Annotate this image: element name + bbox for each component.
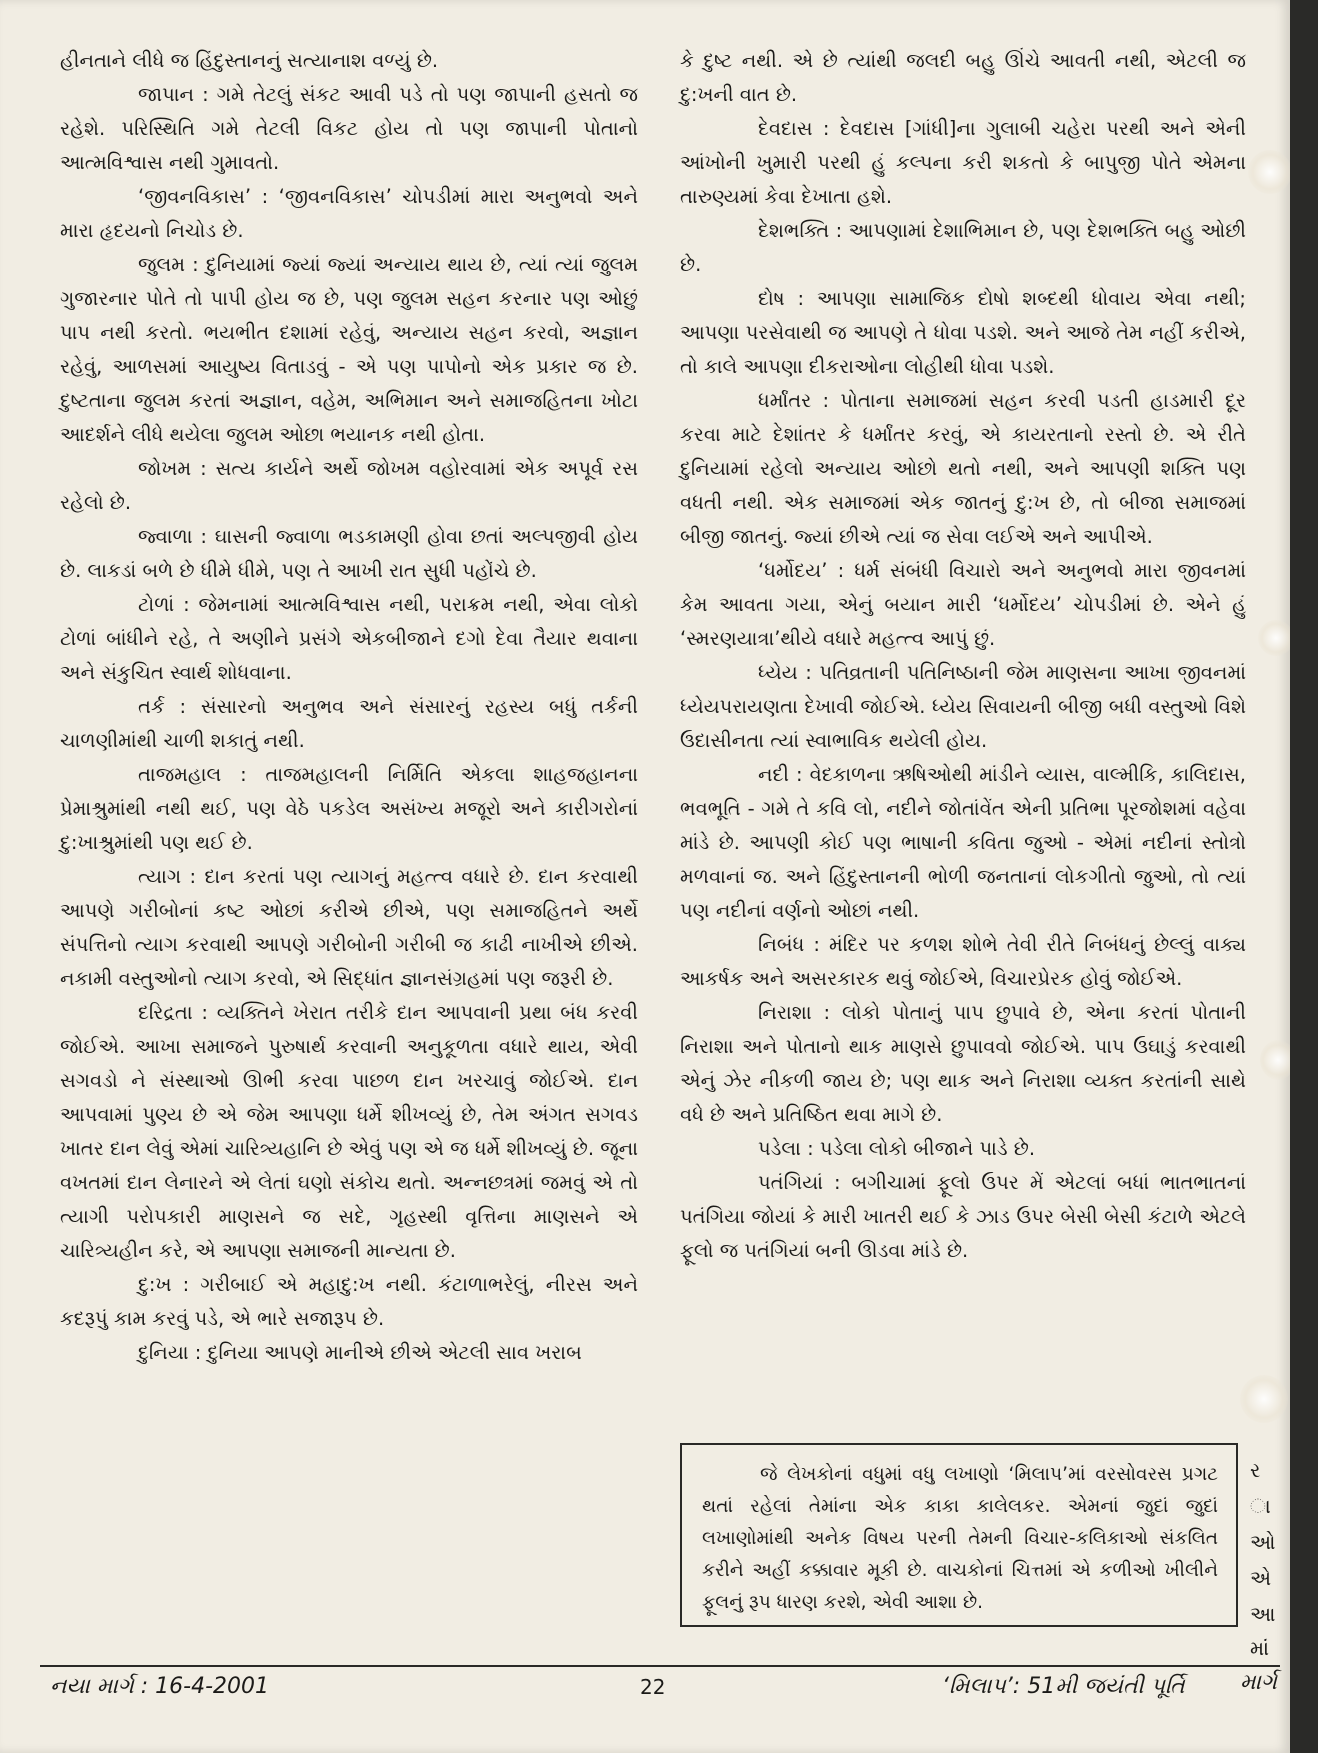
entry-paragraph — [60, 78, 638, 180]
entry-paragraph — [60, 758, 638, 860]
right-column — [680, 44, 1246, 1268]
entry-paragraph — [680, 384, 1246, 554]
entry-text: ગમે તેટલું સંકટ આવી પડે તો પણ જાપાની હસતો જ રહેશે. પરિસ્થિતિ ગમે તેટલી વિકટ હોય તો પણ જાપાની પોતાનો આત્મવિશ્વાસ નથી ગુમાવતો. — [60, 83, 638, 174]
entry-paragraph — [60, 248, 638, 452]
footer-rule — [40, 1665, 1280, 1667]
entry-text: ધર્મ સંબંધી વિચારો અને અનુભવો મારા જીવનમાં કેમ આવતા ગયા, એનું બયાન મારી ‘ધર્મોદય’ ચોપડીમાં છે. એને હું ‘સ્મરણયાત્રા’થીયે વધારે મહત્ત્વ આપું છું. — [680, 559, 1246, 650]
entry-paragraph — [60, 44, 638, 78]
entry-paragraph — [60, 1268, 638, 1336]
entry-paragraph — [60, 520, 638, 588]
entry-text: કે દુષ્ટ નથી. એ છે ત્યાંથી જલદી બહુ ઊંચે આવતી નથી, એટલી જ દુ:ખની વાત છે. — [680, 49, 1246, 106]
entry-text: દુનિયામાં જ્યાં જ્યાં અન્યાય થાય છે, ત્યાં ત્યાં જુલમ ગુજારનાર પોતે તો પાપી હોય જ છે, પણ જુલમ સહન કરનાર પણ ઓછું પાપ નથી કરતો. ભયભીત દશામાં રહેવું, અન્યાય સહન કરવો, અજ્ઞાન રહેવું, આળસમાં આયુષ્ય વિતાડવું - એ પણ પાપોનો એક પ્રકાર જ છે. દુષ્ટતાના જુલમ કરતાં અજ્ઞાન, વહેમ, અભિમાન અને સમાજહિતના ખોટા આદર્શને લીધે થયેલા જુલમ ઓછા ભયાનક નથી હોતા. — [60, 253, 638, 446]
entry-paragraph — [680, 1132, 1246, 1166]
entry-term: દોષ : — [758, 287, 805, 310]
entry-text: પડેલા લોકો બીજાને પાડે છે. — [813, 1137, 1036, 1160]
entry-term: નિરાશા : — [758, 1001, 831, 1024]
entry-text: હીનતાને લીધે જ હિંદુસ્તાનનું સત્યાનાશ વળ્યું છે. — [60, 49, 439, 72]
entry-term: જાપાન : — [138, 83, 209, 106]
entry-term: પતંગિયાં : — [758, 1171, 841, 1194]
entry-text: વેદકાળના ઋષિઓથી માંડીને વ્યાસ, વાલ્મીકિ, કાલિદાસ, ભવભૂતિ - ગમે તે કવિ લો, નદીને જોતાંવેંત એની પ્રતિભા પૂરજોશમાં વહેવા માંડે છે. આપણી કોઈ પણ ભાષાની કવિતા જુઓ - એમાં નદીનાં સ્તોત્રો મળવાનાં જ. અને હિંદુસ્તાનની ભોળી જનતાનાં લોકગીતો જુઓ, તો ત્યાં પણ નદીનાં વર્ણનો ઓછાં નથી. — [680, 763, 1246, 922]
entry-text: વ્યક્તિને ખેરાત તરીકે દાન આપવાની પ્રથા બંધ કરવી જોઈએ. આખા સમાજને પુરુષાર્થ કરવાની અનુકૂળતા વધારે થાય, એવી સગવડો ને સંસ્થાઓ ઊભી કરવા પાછળ દાન ખરચાવું જોઈએ. દાન આપવામાં પુણ્ય છે એ જેમ આપણા ધર્મે શીખવ્યું છે, તેમ અંગત સગવડ ખાતર દાન લેવું એમાં ચારિત્ર્યહાનિ છે એવું પણ એ જ ધર્મે શીખવ્યું છે. જૂના વખતમાં દાન લેનારને એ લેતાં ઘણો સંકોચ થતો. અન્નછત્રમાં જમવું એ તો ત્યાગી પરોપકારી માણસને જ સદે, ગૃહસ્થી વૃત્તિના માણસને એ ચારિત્ર્યહીન કરે, એ આપણા સમાજની માન્યતા છે. — [60, 1001, 639, 1262]
page-number: 22 — [640, 1675, 666, 1699]
editor-note-text: જે લેખકોનાં વધુમાં વધુ લખાણો ‘મિલાપ’માં વરસોવરસ પ્રગટ થતાં રહેલાં તેમાંના એક કાકા કાલેલકર. એમનાં જુદાં જુદાં લખાણોમાંથી અનેક વિષય પરની તેમની વિચાર-કલિકાઓ સંકલિત કરીને અહીં કક્કાવાર મૂકી છે. વાચકોનાં ચિત્તમાં એ કળીઓ ખીલીને ફૂલનું રૂપ ધારણ કરશે, એવી આશા છે. — [702, 1464, 1218, 1613]
margin-fragment: ર — [1250, 1458, 1261, 1482]
margin-fragment: ા — [1250, 1494, 1271, 1518]
entry-term: દુ:ખ : — [138, 1273, 190, 1296]
entry-text: તાજમહાલની નિર્મિતિ એકલા શાહજહાનના પ્રેમાશ્રુમાંથી નથી થઈ, પણ વેઠે પકડેલ અસંખ્ય મજૂરો અને કારીગરોનાં દુ:ખાશ્રુમાંથી પણ થઈ છે. — [60, 763, 638, 854]
entry-text: ગરીબાઈ એ મહાદુ:ખ નથી. કંટાળાભરેલું, નીરસ અને કદરૂપું કામ કરવું પડે, એ ભારે સજારૂપ છે. — [60, 1273, 638, 1330]
entry-paragraph — [680, 758, 1246, 928]
entry-text: દાન કરતાં પણ ત્યાગનું મહત્ત્વ વધારે છે. દાન કરવાથી આપણે ગરીબોનાં કષ્ટ ઓછાં કરીએ છીએ, પણ સમાજહિતને અર્થે સંપત્તિનો ત્યાગ કરવાથી આપણે ગરીબોની ગરીબી જ કાઢી નાખીએ છીએ. નકામી વસ્તુઓનો ત્યાગ કરવો, એ સિદ્ધાંત જ્ઞાનસંગ્રહમાં પણ જરૂરી છે. — [60, 865, 638, 990]
entry-paragraph — [60, 180, 638, 248]
entry-text: આપણા સામાજિક દોષો શબ્દથી ધોવાય એવા નથી; આપણા પરસેવાથી જ આપણે તે ધોવા પડશે. અને આજે તેમ નહીં કરીએ, તો કાલે આપણા દીકરાઓના લોહીથી ધોવા પડશે. — [680, 287, 1246, 378]
entry-text: મંદિર પર કળશ શોભે તેવી રીતે નિબંધનું છેલ્લું વાક્ય આકર્ષક અને અસરકારક થવું જોઈએ, વિચારપ્રેરક હોવું જોઈએ. — [680, 933, 1246, 990]
entry-text: બગીચામાં ફૂલો ઉપર મેં એટલાં બધાં ભાતભાતનાં પતંગિયા જોયાં કે મારી ખાતરી થઈ કે ઝાડ ઉપર બેસી બેસી કંટાળે એટલે ફૂલો જ પતંગિયાં બની ઊડવા માંડે છે. — [680, 1171, 1247, 1262]
entry-text: પતિવ્રતાની પતિનિષ્ઠાની જેમ માણસના આખા જીવનમાં ધ્યેયપરાયણતા દેખાવી જોઈએ. ધ્યેય સિવાયની બીજી બધી વસ્તુઓ વિશે ઉદાસીનતા ત્યાં સ્વાભાવિક થયેલી હોય. — [680, 661, 1247, 752]
entry-term: નિબંધ : — [758, 933, 820, 956]
paper-damage-mark — [1248, 150, 1292, 194]
margin-fragment: માં — [1250, 1636, 1270, 1660]
entry-term: દરિદ્રતા : — [138, 1001, 208, 1024]
entry-paragraph — [680, 554, 1246, 656]
entry-text: ઘાસની જ્વાળા ભડકામણી હોવા છતાં અલ્પજીવી હોય છે. લાકડાં બળે છે ધીમે ધીમે, પણ તે આખી રાત સુધી પહોંચે છે. — [60, 525, 638, 582]
editor-note-box — [680, 1443, 1238, 1627]
entry-paragraph — [680, 282, 1246, 384]
entry-term: ધર્માંતર : — [758, 389, 830, 412]
margin-fragment: એ — [1250, 1566, 1272, 1590]
paper-damage-mark — [1240, 1375, 1288, 1423]
paper-damage-mark — [1258, 620, 1294, 656]
entry-term: દેવદાસ : — [758, 117, 830, 140]
entry-text: ‘જીવનવિકાસ’ ચોપડીમાં મારા અનુભવો અને મારા હૃદયનો નિચોડ છે. — [60, 185, 638, 242]
entry-paragraph — [60, 690, 638, 758]
entry-term: ‘ધર્મોદય’ : — [758, 559, 845, 582]
entry-paragraph — [60, 996, 638, 1268]
entry-term: તાજમહાલ : — [138, 763, 247, 786]
entry-text: લોકો પોતાનું પાપ છુપાવે છે, એના કરતાં પોતાની નિરાશા અને પોતાનો થાક માણસે છુપાવવો જોઈએ. પાપ ઉઘાડું કરવાથી એનું ઝેર નીકળી જાય છે; પણ થાક અને નિરાશા વ્યક્ત કરતાંની સાથે વધે છે અને પ્રતિષ્ઠિત થવા માગે છે. — [680, 1001, 1247, 1126]
entry-text: સંસારનો અનુભવ અને સંસારનું રહસ્ય બધું તર્કની ચાળણીમાંથી ચાળી શકાતું નથી. — [60, 695, 638, 752]
entry-text: જેમનામાં આત્મવિશ્વાસ નથી, પરાક્રમ નથી, એવા લોકો ટોળાં બાંધીને રહે, તે અણીને પ્રસંગે એકબીજાને દગો દેવા તૈયાર થવાના અને સંકુચિત સ્વાર્થ શોધવાના. — [60, 593, 638, 684]
footer-issue: ‘મિલાપ’: 51મી જયંતી પૂર્તિ — [942, 1674, 1185, 1699]
entry-term: ટોળાં : — [138, 593, 190, 616]
entry-paragraph — [60, 452, 638, 520]
entry-term: દેશભક્તિ : — [758, 219, 843, 242]
left-column — [60, 44, 638, 1370]
entry-term: જોખમ : — [138, 457, 207, 480]
entry-paragraph — [680, 44, 1246, 112]
entry-term: ‘જીવનવિકાસ’ : — [138, 185, 269, 208]
entry-paragraph — [680, 214, 1246, 282]
entry-paragraph — [680, 656, 1246, 758]
entry-term: ધ્યેય : — [758, 661, 812, 684]
entry-paragraph — [60, 1336, 638, 1370]
entry-text: આપણામાં દેશાભિમાન છે, પણ દેશભક્તિ બહુ ઓછી છે. — [680, 219, 1246, 276]
entry-paragraph — [680, 112, 1246, 214]
entry-term: તર્ક : — [138, 695, 187, 718]
entry-paragraph — [680, 996, 1246, 1132]
entry-paragraph — [60, 860, 638, 996]
footer-spill-text: માર્ગ — [1240, 1670, 1277, 1695]
entry-paragraph — [680, 1166, 1246, 1268]
entry-text: દુનિયા આપણે માનીએ છીએ એટલી સાવ ખરાબ — [201, 1341, 582, 1364]
entry-text: દેવદાસ [ગાંધી]ના ગુલાબી ચહેરા પરથી અને એની આંખોની ખુમારી પરથી હું કલ્પના કરી શકતો કે બાપુજી પોતે એમના તારુણ્યમાં કેવા દેખાતા હશે. — [680, 117, 1246, 208]
entry-term: જુલમ : — [138, 253, 199, 276]
entry-term: જ્વાળા : — [138, 525, 207, 548]
entry-term: દુનિયા : — [138, 1341, 202, 1364]
entry-term: પડેલા : — [758, 1137, 814, 1160]
entry-text: સત્ય કાર્યને અર્થે જોખમ વહોરવામાં એક અપૂર્વ રસ રહેલો છે. — [60, 457, 638, 514]
page-edge-shadow — [1290, 0, 1318, 1753]
margin-fragment: ઓ — [1250, 1530, 1276, 1554]
entry-paragraph — [680, 928, 1246, 996]
footer-publication: નયા માર્ગ : 16-4-2001 — [50, 1674, 270, 1699]
entry-paragraph — [60, 588, 638, 690]
margin-fragment: આ — [1250, 1602, 1276, 1626]
entry-term: નદી : — [758, 763, 803, 786]
entry-term: ત્યાગ : — [138, 865, 197, 888]
entry-text: પોતાના સમાજમાં સહન કરવી પડતી હાડમારી દૂર કરવા માટે દેશાંતર કે ધર્માંતર કરવું, એ કાયરતાનો રસ્તો છે. એ રીતે દુનિયામાં રહેલો અન્યાય ઓછો થતો નથી, અને આપણી શક્તિ પણ વધતી નથી. એક સમાજમાં એક જાતનું દુ:ખ છે, તો બીજા સમાજમાં બીજી જાતનું. જ્યાં છીએ ત્યાં જ સેવા લઈએ અને આપીએ. — [680, 389, 1246, 548]
